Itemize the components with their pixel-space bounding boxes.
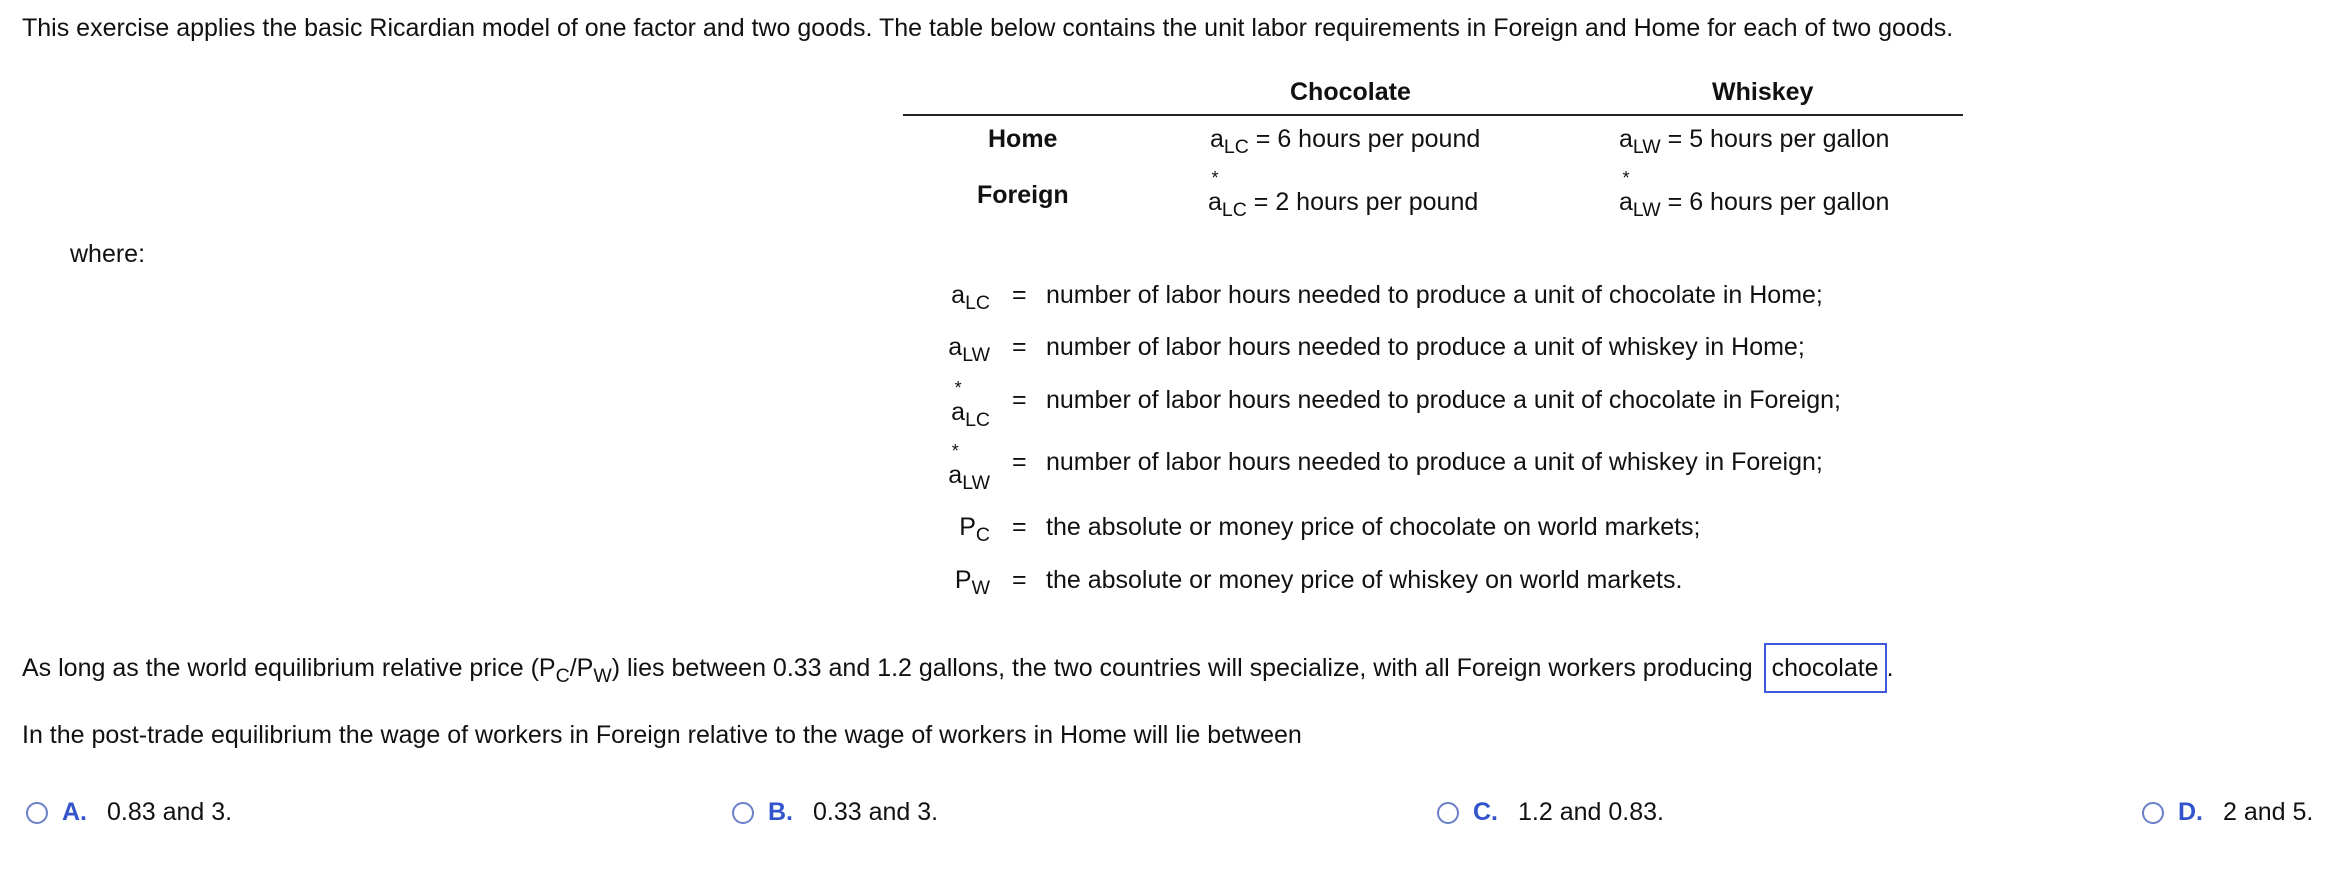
- option-letter: D.: [2178, 798, 2203, 826]
- option-text: 0.33 and 3.: [813, 798, 939, 826]
- def-symbol-alw-star: a * $_{LW}$: [948, 441, 990, 495]
- def-equals: =: [1012, 566, 1027, 594]
- option-d[interactable]: [2142, 798, 2313, 827]
- def-equals: =: [1012, 333, 1027, 361]
- cell-value: = 5 hours per gallon: [1660, 125, 1890, 153]
- def-symbol-alc-star: a * $_{LC}$: [951, 378, 990, 432]
- sym-a: a: [1619, 188, 1633, 216]
- foreign-whiskey-cell: [1619, 168, 1890, 222]
- def-symbol-alc: $a_{LC}$: [951, 281, 990, 315]
- sym-sub: LW: [1632, 199, 1661, 222]
- def-text-alc: number of labor hours needed to produce a unit of chocolate in Home;: [1046, 281, 1823, 309]
- def-equals: =: [1012, 281, 1027, 309]
- home-whiskey-cell: [1619, 125, 1890, 159]
- def-text-pc: the absolute or money price of chocolate on world markets;: [1046, 513, 1701, 541]
- def-equals: =: [1012, 448, 1027, 476]
- def-symbol-pw: $P_W$: [954, 566, 990, 600]
- col-header-whiskey: Whiskey: [1712, 78, 1814, 106]
- def-text-pw: the absolute or money price of whiskey on world markets.: [1046, 566, 1683, 594]
- cell-value: = 6 hours per gallon: [1660, 188, 1890, 216]
- option-a[interactable]: [26, 798, 232, 827]
- star-mark: *: [1211, 168, 1219, 188]
- def-text-alw-star: number of labor hours needed to produce a unit of whiskey in Foreign;: [1046, 448, 1823, 476]
- radio-button[interactable]: [732, 802, 754, 824]
- option-text: 2 and 5.: [2223, 798, 2314, 826]
- option-c[interactable]: [1437, 798, 1664, 827]
- def-text-alw: number of labor hours needed to produce a unit of whiskey in Home;: [1046, 333, 1805, 361]
- sym-a: a: [1210, 125, 1224, 153]
- option-letter: B.: [768, 798, 793, 826]
- def-symbol-alw: $a_{LW}$: [948, 333, 990, 367]
- question-wage: In the post-trade equilibrium the wage of workers in Foreign relative to the wage of workers in Home will lie between: [22, 721, 1302, 749]
- def-equals: =: [1012, 386, 1027, 414]
- radio-button[interactable]: [1437, 802, 1459, 824]
- radio-button[interactable]: [2142, 802, 2164, 824]
- where-label: where:: [70, 240, 146, 268]
- table-rule: [903, 114, 1963, 116]
- row-label-home: Home: [988, 125, 1058, 153]
- def-text-alc-star: number of labor hours needed to produce a unit of chocolate in Foreign;: [1046, 386, 1841, 414]
- radio-button[interactable]: [26, 802, 48, 824]
- def-symbol-pc: $P_C$: [959, 513, 990, 547]
- home-chocolate-cell: [1210, 125, 1481, 159]
- option-letter: C.: [1473, 798, 1498, 826]
- sym-sub: LW: [1632, 136, 1661, 159]
- def-equals: =: [1012, 513, 1027, 541]
- option-letter: A.: [62, 798, 87, 826]
- sym-a: a: [1619, 125, 1633, 153]
- answer-dropdown[interactable]: chocolate: [1764, 643, 1887, 693]
- row-label-foreign: Foreign: [977, 181, 1069, 209]
- question-specialization: As long as the world equilibrium relative price $(P_C/P_W)$ lies between 0.33 and 1.2 gallons, the two countries will specialize, with all Foreign workers producing chocolate .: [22, 643, 1894, 693]
- star-mark: *: [1622, 168, 1630, 188]
- sym-a: a: [1208, 188, 1222, 216]
- sym-sub: LC: [1221, 199, 1247, 222]
- option-text: 1.2 and 0.83.: [1518, 798, 1664, 826]
- sym-a-star: [1619, 168, 1633, 217]
- foreign-chocolate-cell: [1208, 168, 1479, 222]
- intro-text: This exercise applies the basic Ricardian model of one factor and two goods. The table below contains the unit labor requirements in Foreign and Home for each of two goods.: [22, 14, 1954, 42]
- cell-value: = 6 hours per pound: [1248, 125, 1481, 153]
- sym-sub: LC: [1223, 136, 1249, 159]
- sym-a-star: [1208, 168, 1222, 217]
- col-header-chocolate: Chocolate: [1290, 78, 1411, 106]
- option-b[interactable]: [732, 798, 938, 827]
- cell-value: = 2 hours per pound: [1246, 188, 1479, 216]
- option-text: 0.83 and 3.: [107, 798, 233, 826]
